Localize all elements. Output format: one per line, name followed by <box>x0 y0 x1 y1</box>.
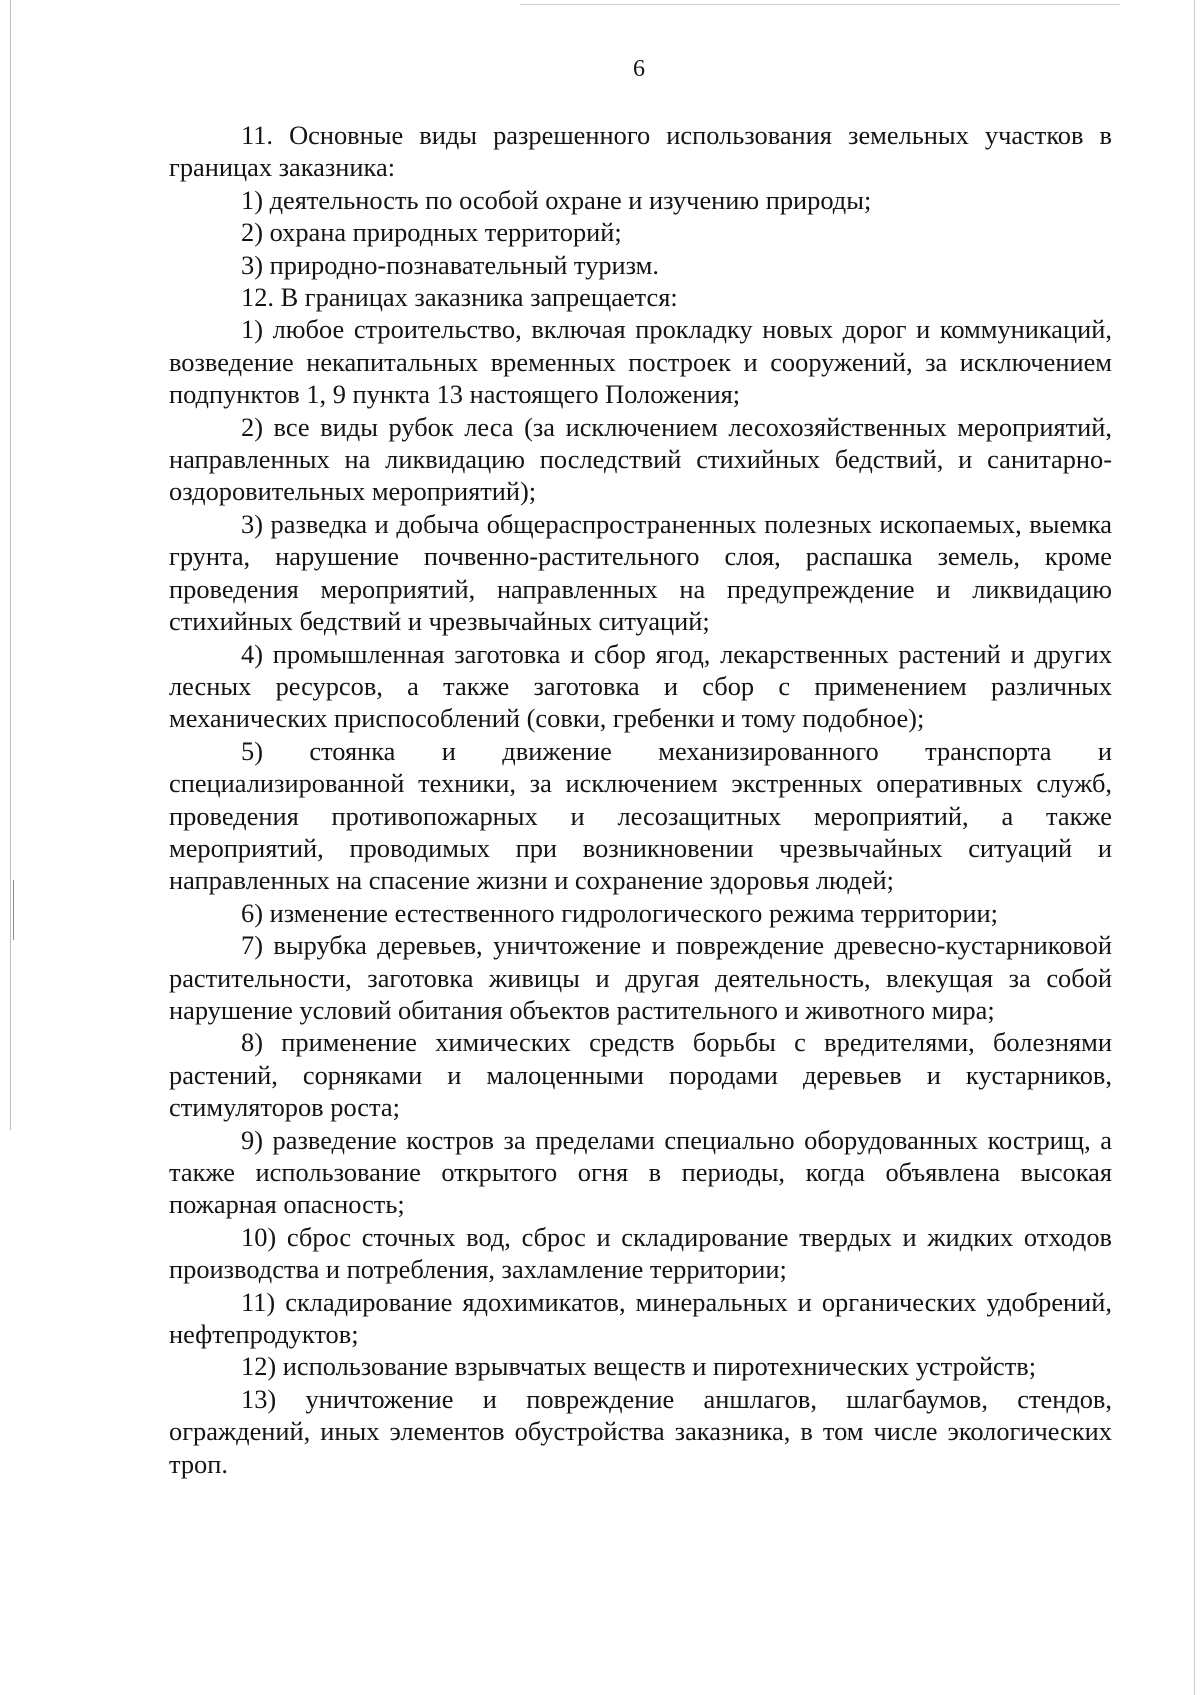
scan-right-edge <box>1194 0 1195 1695</box>
clause-12-item-13: 13) уничтожение и повреждение аншлагов, шлагбаумов, стендов, ограждений, иных элементов обустройства заказника, в том числе экологических троп. <box>169 1383 1112 1479</box>
scan-edge-mark <box>13 880 14 940</box>
clause-12-item-12: 12) использование взрывчатых веществ и пиротехнических устройств; <box>241 1351 1037 1382</box>
clause-12-item-6: 6) изменение естественного гидрологического режима территории; <box>241 897 998 928</box>
clause-11-item-2: 2) охрана природных территорий; <box>241 217 622 248</box>
page-number: 6 <box>633 56 645 82</box>
clause-11-item-1: 1) деятельность по особой охране и изучению природы; <box>241 184 872 215</box>
clause-12-item-7: 7) вырубка деревьев, уничтожение и повреждение древесно-кустарниковой растительности, заготовка живицы и другая деятельность, влекущая за собой нарушение условий обитания объектов растительного и животного мира; <box>169 930 1112 1025</box>
scan-top-line <box>520 4 1120 5</box>
clause-11-heading: 11. Основные виды разрешенного использования земельных участков в границах заказника: <box>169 120 1112 183</box>
clause-12-item-1: 1) любое строительство, включая прокладку новых дорог и коммуникаций, возведение некапитальных временных построек и сооружений, за исключением подпунктов 1, 9 пункта 13 настоящего Положения; <box>169 314 1112 410</box>
clause-12-item-4: 4) промышленная заготовка и сбор ягод, лекарственных растений и других лесных ресурсов, а также заготовка и сбор с применением различных механических приспособлений (совки, гребенки и тому подобное); <box>169 638 1112 734</box>
clause-12-item-2: 2) все виды рубок леса (за исключением лесохозяйственных мероприятий, направленных на ликвидацию последствий стихийных бедствий, и санитарно-оздоровительных мероприятий); <box>169 411 1112 507</box>
clause-12-item-9: 9) разведение костров за пределами специально оборудованных кострищ, а также использование открытого огня в периоды, когда объявлена высокая пожарная опасность; <box>169 1124 1112 1220</box>
document-body <box>169 119 1112 1480</box>
clause-12-heading: 12. В границах заказника запрещается: <box>241 282 678 313</box>
clause-12-item-10: 10) сброс сточных вод, сброс и складирование твердых и жидких отходов производства и потребления, захламление территории; <box>169 1221 1112 1285</box>
clause-12-item-8: 8) применение химических средств борьбы с вредителями, болезнями растений, сорняками и малоценными породами деревьев и кустарников, стимуляторов роста; <box>169 1027 1112 1123</box>
clause-12-item-5: 5) стоянка и движение механизированного транспорта и специализированной техники, за исключением экстренных оперативных служб, проведения противопожарных и лесозащитных мероприятий, а также мероприятий, проводимых при возникновении чрезвычайных ситуаций и направленных на спасение жизни и сохранение здоровья людей; <box>169 735 1112 896</box>
clause-11-item-3: 3) природно-познавательный туризм. <box>241 249 659 280</box>
clause-12-item-11: 11) складирование ядохимикатов, минеральных и органических удобрений, нефтепродуктов; <box>169 1286 1112 1350</box>
clause-12-item-3: 3) разведка и добыча общераспространенных полезных ископаемых, выемка грунта, нарушение почвенно-растительного слоя, распашка земель, кроме проведения мероприятий, направленных на предупреждение и ликвидацию стихийных бедствий и чрезвычайных ситуаций; <box>169 508 1112 637</box>
scan-edge-line <box>10 0 11 1130</box>
